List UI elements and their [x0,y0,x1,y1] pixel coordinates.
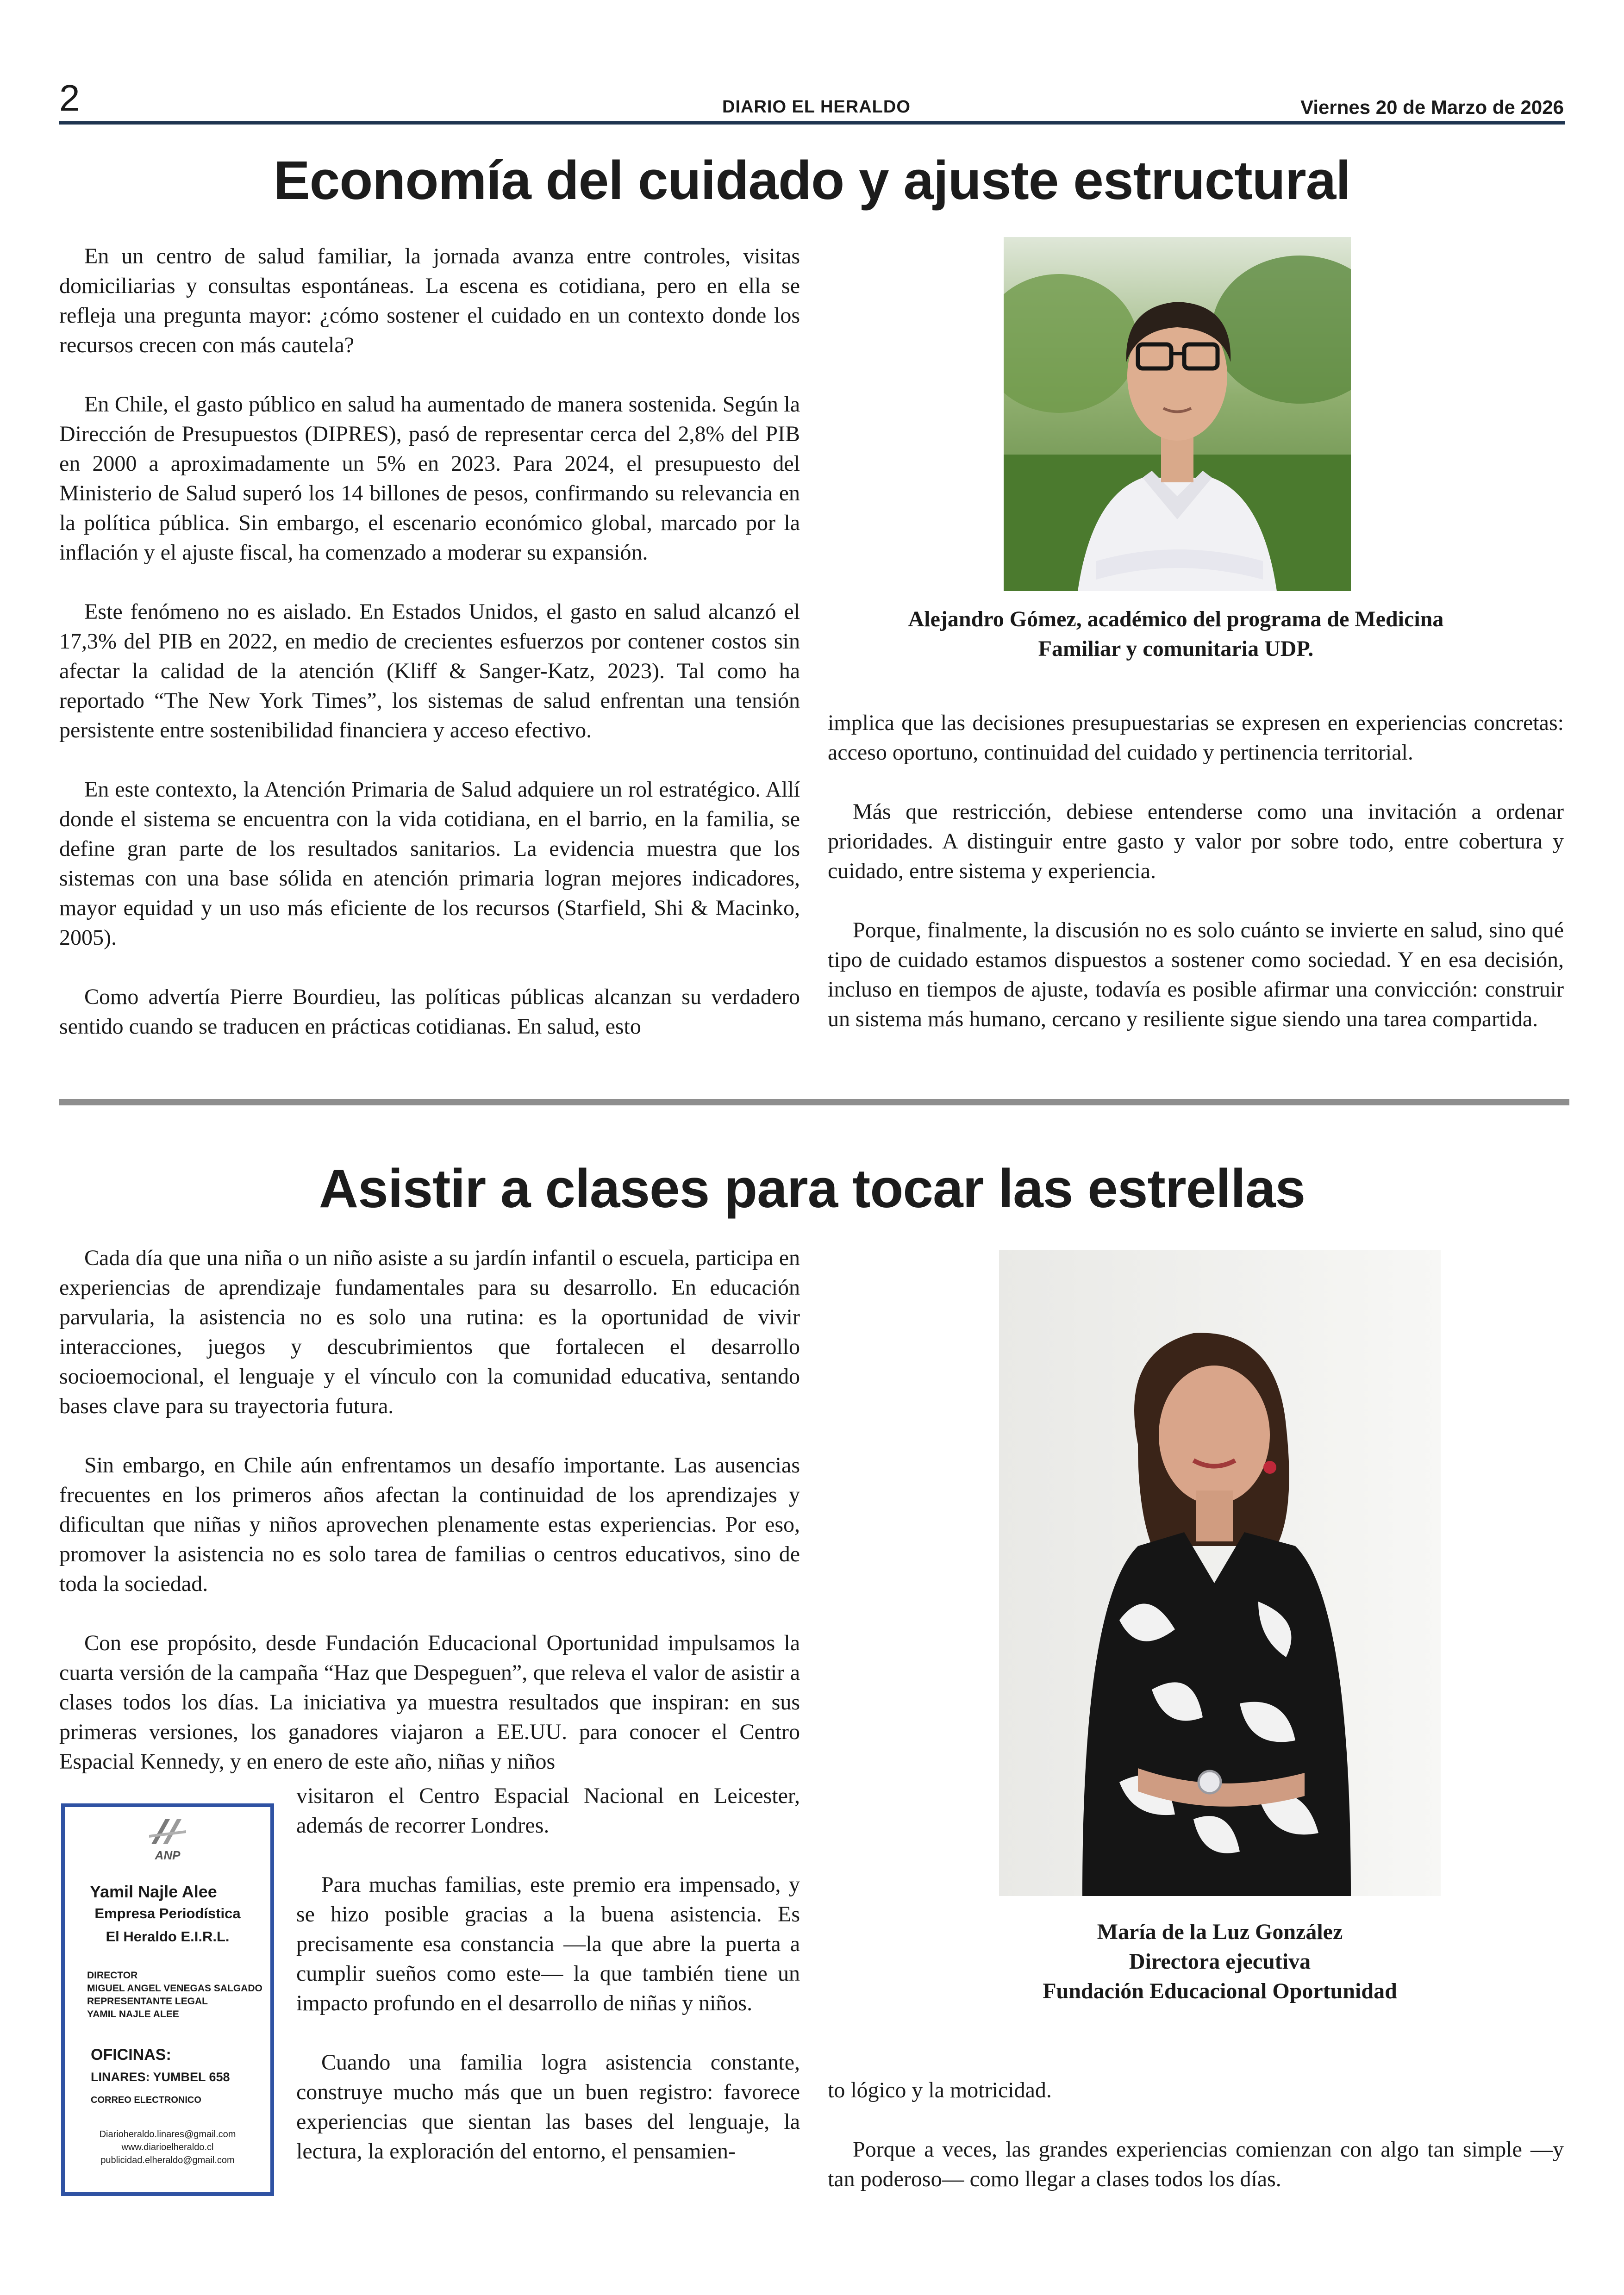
article1-paragraph: implica que las decisiones presupuestarias se expresen en experiencias concretas: acceso oportuno, continuidad del cuidado y pertinencia territorial. [828,711,1564,765]
article2-paragraph: Para muchas familias, este premio era impensado, y se hizo posible gracias a la buena asistencia. Es precisamente esa constancia —la que abre la puerta a cumplir sueños como este— la que también tiene un impacto profundo en el desarrollo de niñas y niños. [296,1872,800,2015]
masthead-director-name: MIGUEL ANGEL VENEGAS SALGADO [87,1983,262,1994]
newspaper-name: DIARIO EL HERALDO [722,97,911,117]
article2-top-column [59,1243,800,1777]
article2-narrow-column [296,1781,800,2166]
masthead-company: Empresa Periodística [94,1905,241,1921]
masthead-legal-name: YAMIL NAJLE ALEE [87,2009,179,2020]
article1-paragraph: En este contexto, la Atención Primaria de Salud adquiere un rol estratégico. Allí donde el sistema se encuentra con la vida cotidiana, en el barrio, en la familia, se define gran parte de los resultados sanitarios. La evidencia muestra que los sistemas con una base sólida en atención primaria logran mejores indicadores, mayor equidad y un uso más eficiente de los recursos (Starfield, Shi & Macinko, 2005). [59,777,800,950]
article1-title: Economía del cuidado y ajuste estructural [273,150,1351,211]
article1-right-column [828,708,1564,1034]
article1-paragraph: Como advertía Pierre Bourdieu, las políticas públicas alcanzan su verdadero sentido cuando se traducen en prácticas cotidianas. En salud, esto [59,985,800,1039]
anp-logo-text: ANP [155,1848,181,1862]
article2-paragraph: Con ese propósito, desde Fundación Educacional Oportunidad impulsamos la cuarta versión de la campaña “Haz que Despeguen”, que releva el valor de asistir a clases todos los días. La iniciativa ya muestra resultados que inspiran: en sus primeras versiones, los ganadores viajaron a EE.UU. para conocer el Centro Espacial Kennedy, y en enero de este año, niñas y niños [59,1631,800,1774]
anp-logo-icon [147,1816,188,1849]
caption-line: María de la Luz González [1097,1920,1343,1944]
article2-paragraph: Cada día que una niña o un niño asiste a su jardín infantil o escuela, participa en experiencias de aprendizaje fundamentales para su desarrollo. En educación parvularia, la asistencia no es solo una rutina: es la oportunidad de vivir interacciones, juegos y descubrimientos que fortalecen el desarrollo socioemocional, el lenguaje y el vínculo con la comunidad educativa, sentando bases clave para su trayectoria futura. [59,1246,800,1418]
article2-paragraph: Porque a veces, las grandes experiencias comienzan con algo tan simple —y tan poderoso— como llegar a clases todos los días. [828,2137,1564,2191]
article2-paragraph: visitaron el Centro Espacial Nacional en Leicester, además de recorrer Londres. [296,1784,800,1838]
caption-line: Alejandro Gómez, académico del programa de Medicina [908,607,1444,631]
masthead-website: www.diarioelheraldo.cl [121,2142,214,2152]
masthead-offices-value: LINARES: YUMBEL 658 [91,2070,230,2084]
article2-paragraph: Sin embargo, en Chile aún enfrentamos un desafío importante. Las ausencias frecuentes en los primeros años afectan la continuidad de los aprendizajes y dificultan que niñas y niños aprovechen plenamente estas experiencias. Por eso, promover la asistencia no es solo tarea de familias o centros educativos, sino de toda la sociedad. [59,1453,800,1596]
masthead-owner: Yamil Najle Alee [90,1882,217,1901]
page-number: 2 [59,77,80,118]
article2-paragraph: Cuando una familia logra asistencia constante, construye mucho más que un buen registro: favorece experiencias que sientan las bases del lenguaje, la lectura, la exploración del entorno, el pensamien- [296,2050,800,2164]
author-photo-maria [999,1250,1441,1896]
header-rule [59,121,1565,125]
masthead-email-2: publicidad.elheraldo@gmail.com [100,2155,235,2165]
article1-paragraph: Este fenómeno no es aislado. En Estados Unidos, el gasto en salud alcanzó el 17,3% del PIB en 2022, en medio de crecientes esfuerzos por contener costos sin afectar la calidad de la atención (Kliff & Sanger-Katz, 2023). Tal como ha reportado “The New York Times”, los sistemas de salud enfrentan una tensión persistente entre sostenibilidad financiera y acceso efectivo. [59,599,800,742]
caption-line: Familiar y comunitaria UDP. [1038,636,1314,661]
article2-caption [907,1917,1532,2006]
anp-logo [65,1816,270,1863]
masthead-email-1: Diarioheraldo.linares@gmail.com [99,2129,236,2139]
article1-paragraph: En un centro de salud familiar, la jornada avanza entre controles, visitas domiciliarias y consultas espontáneas. La escena es cotidiana, pero en ella se refleja una pregunta mayor: ¿cómo sostener el cuidado en un contexto donde los recursos crecen con más cautela? [59,244,800,357]
caption-line: Directora ejecutiva [1129,1949,1311,1974]
author-photo-alejandro [1004,237,1351,591]
article1-paragraph: En Chile, el gasto público en salud ha aumentado de manera sostenida. Según la Dirección de Presupuestos (DIPRES), pasó de representar cerca del 2,8% del PIB en 2000 a aproximadamente un 5% en 2023. Para 2024, el presupuesto del Ministerio de Salud superó los 14 billones de pesos, confirmando su relevancia en la política pública. Sin embargo, el escenario económico global, marcado por la inflación y el ajuste fiscal, ha comenzado a moderar su expansión. [59,392,800,565]
article2-paragraph: to lógico y la motricidad. [828,2078,1052,2102]
masthead-box [61,1803,274,2196]
masthead-email-label: CORREO ELECTRONICO [91,2095,201,2105]
article1-paragraph: Más que restricción, debiese entenderse como una invitación a ordenar prioridades. A distinguir entre gasto y valor por sobre todo, entre cobertura y cuidado, entre sistema y experiencia. [828,799,1564,883]
article1-caption [829,605,1523,664]
section-divider [59,1099,1569,1105]
article1-left-column [59,242,800,1041]
article2-right-column [828,2076,1564,2194]
masthead-director-label: DIRECTOR [87,1970,138,1981]
article1-paragraph: Porque, finalmente, la discusión no es solo cuánto se invierte en salud, sino qué tipo de cuidado estamos dispuestos a sostener como sociedad. Y en esa decisión, incluso en tiempos de ajuste, todavía es posible afirmar una convicción: construir un sistema más humano, cercano y resiliente sigue siendo una tarea compartida. [828,918,1564,1031]
caption-line: Fundación Educacional Oportunidad [1043,1979,1397,2003]
article2-title: Asistir a clases para tocar las estrellas [319,1158,1305,1219]
masthead-company-name: El Heraldo E.I.R.L. [106,1928,230,1945]
masthead-offices-label: OFICINAS: [91,2046,171,2064]
issue-date: Viernes 20 de Marzo de 2026 [1300,96,1564,118]
masthead-legal-label: REPRESENTANTE LEGAL [87,1996,208,2007]
